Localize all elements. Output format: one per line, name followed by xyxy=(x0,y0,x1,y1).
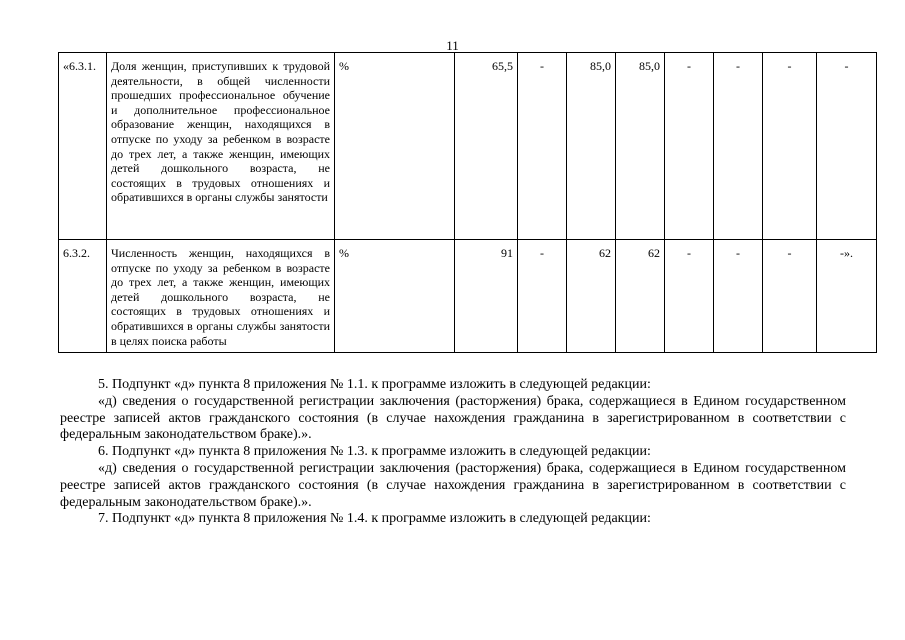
paragraph: «д) сведения о государственной регистрации заключения (расторжения) брака, содержащиеся в Едином государственном реестре записей актов гражданского состояния (в случае нахождения гражданина в зарегистрированном в соответствии с федеральным законодательством браке).». xyxy=(60,393,846,443)
table-row xyxy=(59,53,877,240)
amendment-text xyxy=(60,377,846,528)
page-number: 11 xyxy=(446,38,459,53)
value-cell: 85,0 xyxy=(616,53,665,240)
value-cell: - xyxy=(518,240,567,353)
paragraph: 7. Подпункт «д» пункта 8 приложения № 1.4. к программе изложить в следующей редакции: xyxy=(98,511,651,527)
paragraph: «д) сведения о государственной регистрации заключения (расторжения) брака, содержащиеся в Едином государственном реестре записей актов гражданского состояния (в случае нахождения гражданина в зарегистрированном в соответствии с федеральным законодательством браке).». xyxy=(60,460,846,510)
value-cell: - xyxy=(714,53,763,240)
unit-cell: % xyxy=(335,53,455,240)
value-cell: - xyxy=(714,240,763,353)
value-cell: - xyxy=(518,53,567,240)
paragraph: 6. Подпункт «д» пункта 8 приложения № 1.3. к программе изложить в следующей редакции: xyxy=(98,444,651,460)
unit-cell: % xyxy=(335,240,455,353)
value-cell: 85,0 xyxy=(567,53,616,240)
value-cell: -». xyxy=(817,240,877,353)
value-cell: 62 xyxy=(616,240,665,353)
row-number: 6.3.2. xyxy=(59,240,107,353)
row-number: «6.3.1. xyxy=(59,53,107,240)
value-cell: 62 xyxy=(567,240,616,353)
value-cell: 65,5 xyxy=(455,53,518,240)
table-row xyxy=(59,240,877,353)
value-cell: 91 xyxy=(455,240,518,353)
value-cell: - xyxy=(665,53,714,240)
paragraph: 5. Подпункт «д» пункта 8 приложения № 1.1. к программе изложить в следующей редакции: xyxy=(98,377,651,392)
indicator-table xyxy=(58,52,877,353)
value-cell: - xyxy=(665,240,714,353)
value-cell: - xyxy=(763,53,817,240)
value-cell: - xyxy=(817,53,877,240)
indicator-description: Численность женщин, находящихся в отпуске по уходу за ребенком в возрасте до трех лет, а также женщин, имеющих детей дошкольного возраста, не состоящих в трудовых отношениях и обратившихся в органы службы занятости в целях поиска работы xyxy=(107,240,335,353)
indicator-description: Доля женщин, приступивших к трудовой деятельности, в общей численности прошедших профессиональное обучение и дополнительное профессиональное образование женщин, находящихся в отпуске по уходу за ребенком в возрасте до трех лет, а также женщин, имеющих детей дошкольного возраста, не состоящих в трудовых отношениях и обратившихся в органы службы занятости xyxy=(107,53,335,240)
value-cell: - xyxy=(763,240,817,353)
